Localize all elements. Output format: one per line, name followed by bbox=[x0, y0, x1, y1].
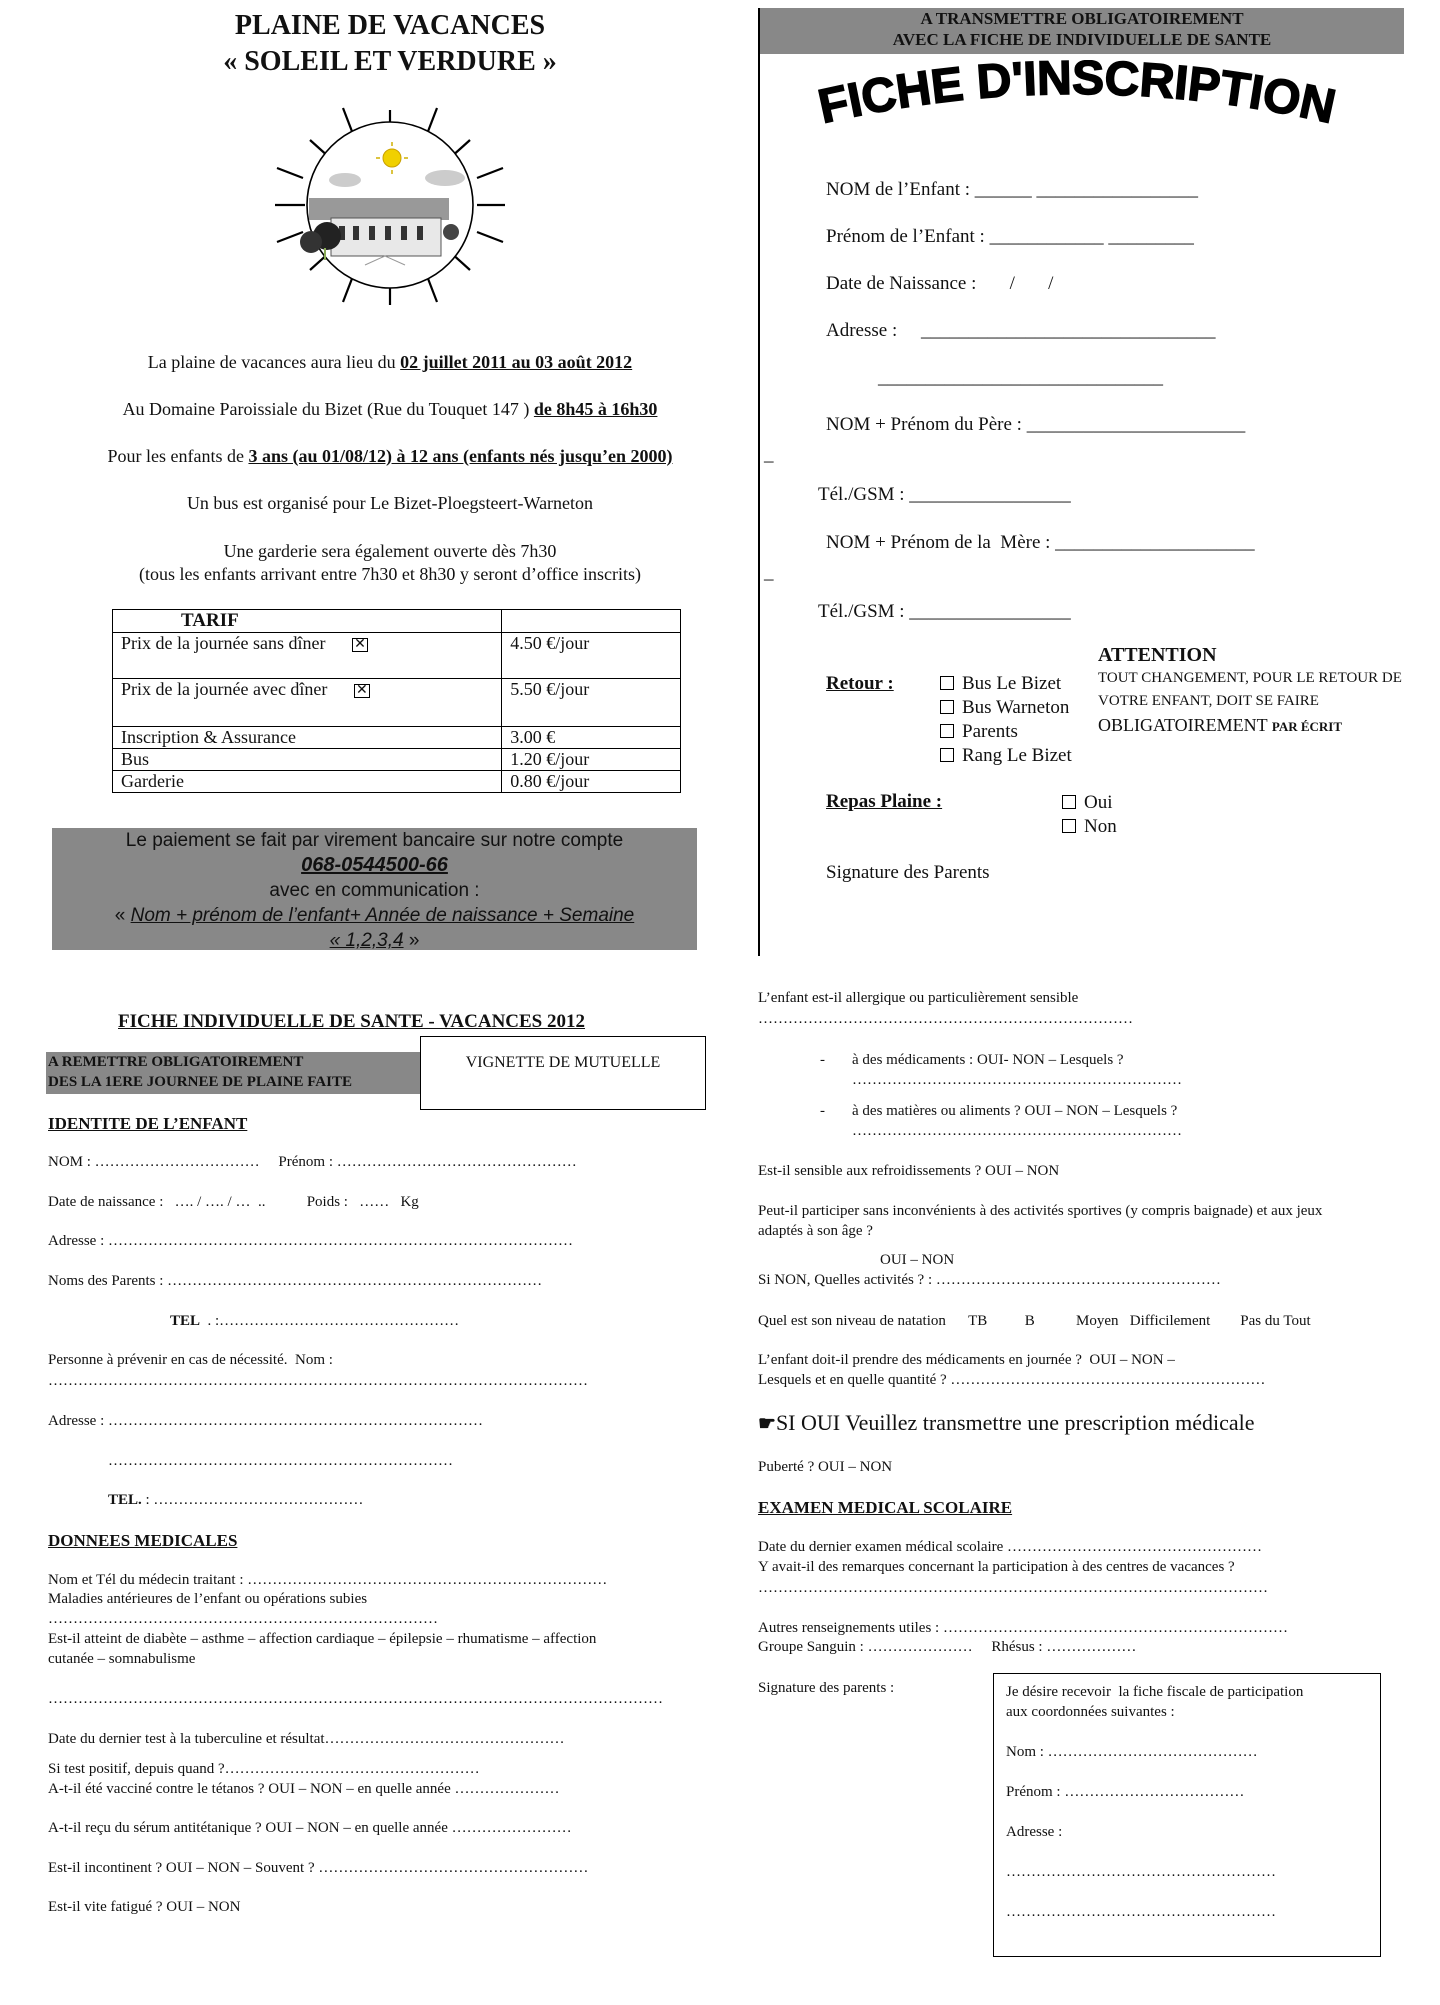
tarif-row-label: Bus bbox=[113, 749, 502, 771]
field-tetanos[interactable]: A-t-il été vacciné contre le tétanos ? OUI – NON – en quelle année ………………… bbox=[48, 1781, 560, 1797]
attention-title: ATTENTION bbox=[1098, 644, 1217, 666]
vignette-label: VIGNETTE DE MUTUELLE bbox=[465, 1054, 661, 1071]
payment-weeks: « 1,2,3,4 bbox=[329, 930, 404, 951]
field-fatigue[interactable]: Est-il vite fatigué ? OUI – NON bbox=[48, 1899, 241, 1915]
tarif-row-value: 1.20 €/jour bbox=[502, 749, 681, 771]
tarif-row bbox=[113, 771, 681, 793]
field-naissance-poids[interactable]: Date de naissance : …. / …. / … .. Poids : …… Kg bbox=[48, 1194, 419, 1210]
repas-option[interactable] bbox=[1062, 791, 1117, 815]
transmit-banner-line-1: A TRANSMETTRE OBLIGATOIREMENT bbox=[920, 9, 1244, 28]
tel-dots: . :………………………………………… bbox=[200, 1313, 460, 1329]
prescription-notice bbox=[758, 1410, 1254, 1436]
field-tel-2[interactable] bbox=[108, 1492, 363, 1509]
dash-mark: _ bbox=[764, 444, 774, 465]
intro-place-prefix: Au Domaine Paroissiale du Bizet (Rue du Touquet 147 ) bbox=[122, 399, 534, 419]
examen-heading: EXAMEN MEDICAL SCOLAIRE bbox=[758, 1498, 1013, 1517]
payment-box bbox=[52, 828, 697, 950]
fiscal-line-1: Je désire recevoir la fiche fiscale de participation bbox=[1006, 1684, 1304, 1700]
intro-ages bbox=[30, 446, 750, 467]
tel2-label: TEL. bbox=[108, 1492, 142, 1508]
retour-option-label: Bus Warneton bbox=[962, 697, 1070, 718]
retour-option[interactable] bbox=[940, 744, 1072, 768]
payment-quote-close: » bbox=[403, 930, 420, 951]
intro-dates-value: 02 juillet 2011 au 03 août 2012 bbox=[400, 352, 633, 372]
tarif-row bbox=[113, 727, 681, 749]
donnees-medicales-heading: DONNEES MEDICALES bbox=[48, 1531, 238, 1550]
transmit-banner-line-2: AVEC LA FICHE DE INDIVIDUELLE DE SANTE bbox=[892, 30, 1272, 49]
field-adresse[interactable]: Adresse : ………………………………………………………………………………… bbox=[48, 1233, 573, 1249]
field-autres[interactable]: Autres renseignements utiles : …………………………………………………………… bbox=[758, 1620, 1288, 1636]
retour-option[interactable] bbox=[940, 696, 1072, 720]
payment-line-5 bbox=[52, 928, 697, 953]
remarques-question: Y avait-il des remarques concernant la participation à des centres de vacances ? bbox=[758, 1559, 1235, 1575]
prescription-text: SI OUI Veuillez transmettre une prescription médicale bbox=[775, 1410, 1255, 1435]
retour-option[interactable] bbox=[940, 720, 1072, 744]
repas-label: Repas Plaine : bbox=[826, 791, 943, 812]
payment-line-1: Le paiement se fait par virement bancaire sur notre compte bbox=[125, 830, 624, 851]
attention-par-ecrit: PAR ÉCRIT bbox=[1271, 719, 1343, 734]
field-nom-enfant[interactable]: NOM de l’Enfant : ______ _________________ bbox=[826, 179, 1199, 200]
intro-garderie-1: Une garderie sera également ouverte dès 7h30 bbox=[223, 541, 557, 561]
health-form-title: FICHE INDIVIDUELLE DE SANTE - VACANCES 2012 bbox=[118, 1011, 586, 1032]
svg-text:FICHE D'INSCRIPTION bbox=[814, 60, 1340, 134]
payment-line-3: avec en communication : bbox=[269, 880, 480, 901]
tarif-row-value: 3.00 € bbox=[502, 727, 681, 749]
field-adresse-2[interactable]: Adresse : ………………………………………………………………… bbox=[48, 1413, 483, 1429]
intro-place bbox=[30, 399, 750, 420]
retour-label: Retour : bbox=[826, 673, 894, 694]
dash-mark: - bbox=[820, 1103, 825, 1119]
remettre-line-2: DES LA 1ERE JOURNEE DE PLAINE FAITE bbox=[48, 1074, 352, 1090]
title-line-2: « SOLEIL ET VERDURE » bbox=[223, 46, 557, 77]
field-lesquels[interactable]: Lesquels et en quelle quantité ? ……………………………………………………… bbox=[758, 1372, 1266, 1388]
field-tuberculine[interactable]: Date du dernier test à la tuberculine et résultat………………………………………… bbox=[48, 1731, 565, 1747]
fiche-inscription-text: FICHE D'INSCRIPTION bbox=[813, 60, 1341, 135]
field-tel[interactable] bbox=[170, 1313, 459, 1330]
payment-line-4 bbox=[52, 903, 697, 928]
fiche-inscription-title bbox=[756, 60, 1396, 150]
identite-heading: IDENTITE DE L’ENFANT bbox=[48, 1114, 248, 1133]
fiscal-field-adresse-1[interactable]: ……………………………………………… bbox=[1006, 1864, 1276, 1880]
checkbox[interactable] bbox=[940, 676, 954, 690]
attention-line-1: TOUT CHANGEMENT, POUR LE RETOUR DE bbox=[1098, 670, 1402, 686]
fiscal-field-nom[interactable]: Nom : …………………………………… bbox=[1006, 1744, 1258, 1760]
field-adresse-2b[interactable]: …………………………………………………………… bbox=[108, 1453, 453, 1469]
checkbox-x-icon: ✕ bbox=[352, 638, 368, 652]
sport-answer: OUI – NON bbox=[880, 1252, 955, 1268]
sun-logo bbox=[265, 100, 515, 310]
intro-garderie-2: (tous les enfants arrivant entre 7h30 et 8h30 y seront d’office inscrits) bbox=[138, 564, 642, 584]
attention-line-3 bbox=[1098, 715, 1342, 736]
tarif-row-value: 5.50 €/jour bbox=[502, 679, 681, 727]
checkbox[interactable] bbox=[1062, 819, 1076, 833]
field-diabete[interactable]: …………………………………………………………………………………………………………… bbox=[48, 1691, 663, 1707]
prevenir-label: Personne à prévenir en cas de nécessité. Nom : bbox=[48, 1352, 333, 1368]
tarif-row-label: Inscription & Assurance bbox=[113, 727, 502, 749]
field-tel-mere[interactable]: Tél./GSM : _________________ bbox=[818, 601, 1071, 622]
field-test-positif[interactable]: Si test positif, depuis quand ?…………………………………………… bbox=[48, 1761, 480, 1777]
retour-option[interactable] bbox=[940, 672, 1072, 696]
field-incontinent[interactable]: Est-il incontinent ? OUI – NON – Souvent ? ……………………………………………… bbox=[48, 1860, 589, 1876]
tarif-header: TARIF bbox=[113, 610, 502, 633]
diabete-question-1: Est-il atteint de diabète – asthme – affection cardiaque – épilepsie – rhumatisme – affection bbox=[48, 1631, 597, 1647]
puberte-question: Puberté ? OUI – NON bbox=[758, 1459, 893, 1475]
field-adresse-line-2[interactable]: ______________________________ bbox=[878, 367, 1163, 388]
diabete-question-2: cutanée – somnabulisme bbox=[48, 1651, 196, 1667]
tel2-dots: : …………………………………… bbox=[141, 1492, 364, 1508]
retour-option-label: Bus Le Bizet bbox=[962, 673, 1062, 694]
repas-option-label: Oui bbox=[1084, 792, 1113, 813]
tarif-row-value: 4.50 €/jour bbox=[502, 633, 681, 679]
field-noms-parents[interactable]: Noms des Parents : ………………………………………………………………… bbox=[48, 1273, 543, 1289]
attention-obligatoirement: OBLIGATOIREMENT bbox=[1098, 715, 1272, 735]
fiscal-box bbox=[993, 1673, 1381, 1957]
field-medicaments[interactable]: ………………………………………………………… bbox=[852, 1072, 1182, 1088]
field-prenom-enfant[interactable]: Prénom de l’Enfant : ____________ _________ bbox=[826, 226, 1194, 247]
fiscal-field-adresse-2[interactable]: ……………………………………………… bbox=[1006, 1904, 1276, 1920]
medicaments-question: à des médicaments : OUI- NON – Lesquels ? bbox=[852, 1052, 1124, 1068]
checkbox[interactable] bbox=[1062, 795, 1076, 809]
field-dernier-examen[interactable]: Date du dernier examen médical scolaire …………………………………………… bbox=[758, 1539, 1263, 1555]
intro-ages-value: 3 ans (au 01/08/12) à 12 ans (enfants nés jusqu’en 2000) bbox=[248, 446, 673, 466]
tarif-row-label: Prix de la journée sans dîner bbox=[121, 633, 326, 653]
tarif-row-label: Garderie bbox=[113, 771, 502, 793]
fiscal-field-adresse: Adresse : bbox=[1006, 1824, 1063, 1840]
repas-option-label: Non bbox=[1084, 816, 1117, 837]
fiscal-line-2: aux coordonnées suivantes : bbox=[1006, 1704, 1175, 1720]
vignette-mutuelle-box bbox=[420, 1036, 706, 1110]
dash-mark: - bbox=[820, 1052, 825, 1068]
dash-mark: _ bbox=[764, 562, 774, 583]
medicaments-journee-question: L’enfant doit-il prendre des médicaments en journée ? OUI – NON – bbox=[758, 1352, 1175, 1368]
field-nom-pere[interactable]: NOM + Prénom du Père : _______________________ bbox=[826, 414, 1246, 435]
repas-option[interactable] bbox=[1062, 815, 1117, 839]
retour-option-label: Parents bbox=[962, 721, 1018, 742]
field-prevenir-nom[interactable]: ……………………………………………………………………………………………… bbox=[48, 1373, 588, 1389]
tarif-table bbox=[112, 609, 681, 793]
field-medecin[interactable]: Nom et Tél du médecin traitant : ……………………………………………………………… bbox=[48, 1572, 608, 1588]
tarif-row bbox=[113, 679, 681, 727]
intro-place-hours: de 8h45 à 16h30 bbox=[533, 399, 658, 419]
field-allergique[interactable]: ………………………………………………………………… bbox=[758, 1011, 1133, 1027]
payment-account: 068-0544500-66 bbox=[301, 854, 448, 876]
signature-parents-label: Signature des parents : bbox=[758, 1680, 895, 1696]
field-activites[interactable]: Si NON, Quelles activités ? : ………………………………………………… bbox=[758, 1272, 1221, 1288]
intro-bus: Un bus est organisé pour Le Bizet-Ploegsteert-Warneton bbox=[186, 493, 594, 513]
field-matieres[interactable]: ………………………………………………………… bbox=[852, 1123, 1182, 1139]
field-nom-mere[interactable]: NOM + Prénom de la Mère : _____________________ bbox=[826, 532, 1255, 553]
field-tel-pere[interactable]: Tél./GSM : _________________ bbox=[818, 484, 1071, 505]
fiscal-field-prenom[interactable]: Prénom : ……………………………… bbox=[1006, 1784, 1245, 1800]
checkbox-x-icon: ✕ bbox=[354, 684, 370, 698]
field-groupe-sanguin[interactable]: Groupe Sanguin : ………………… Rhésus : ……………… bbox=[758, 1639, 1137, 1655]
payment-communication: Nom + prénom de l’enfant+ Année de naissance + Semaine bbox=[130, 905, 635, 926]
refroidissements-question: Est-il sensible aux refroidissements ? OUI – NON bbox=[758, 1163, 1060, 1179]
intro-ages-prefix: Pour les enfants de bbox=[107, 446, 249, 466]
field-serum[interactable]: A-t-il reçu du sérum antitétanique ? OUI – NON – en quelle année …………………… bbox=[48, 1820, 572, 1836]
tarif-row-label: Prix de la journée avec dîner bbox=[121, 679, 328, 699]
tel-label: TEL bbox=[170, 1313, 201, 1329]
intro-dates bbox=[30, 352, 750, 373]
matieres-question: à des matières ou aliments ? OUI – NON – Lesquels ? bbox=[852, 1103, 1178, 1119]
title-line-1: PLAINE DE VACANCES bbox=[234, 10, 546, 41]
field-remarques[interactable]: ………………………………………………………………………………………… bbox=[758, 1580, 1268, 1596]
retour-options bbox=[940, 672, 1072, 768]
retour-option-label: Rang Le Bizet bbox=[962, 745, 1072, 766]
maladies-label: Maladies antérieures de l’enfant ou opérations subies bbox=[48, 1591, 368, 1607]
tarif-row bbox=[113, 633, 681, 679]
remettre-banner bbox=[46, 1052, 420, 1094]
allergique-question: L’enfant est-il allergique ou particulièrement sensible bbox=[758, 990, 1079, 1006]
sport-question-2: adaptés à son âge ? bbox=[758, 1223, 873, 1239]
checkbox[interactable] bbox=[940, 700, 954, 714]
tarif-row bbox=[113, 749, 681, 771]
sport-question-1: Peut-il participer sans inconvénients à des activités sportives (y compris baignade) et aux jeux bbox=[758, 1203, 1323, 1219]
intro-dates-prefix: La plaine de vacances aura lieu du bbox=[147, 352, 401, 372]
natation-question: Quel est son niveau de natation TB B Moyen Difficilement Pas du Tout bbox=[758, 1313, 1311, 1329]
field-nom-prenom[interactable]: NOM : …………………………… Prénom : ………………………………………… bbox=[48, 1154, 577, 1170]
field-maladies[interactable]: …………………………………………………………………… bbox=[48, 1611, 438, 1627]
payment-quote-open: « bbox=[114, 905, 131, 926]
attention-line-2: VOTRE ENFANT, DOIT SE FAIRE bbox=[1098, 693, 1319, 709]
repas-options bbox=[1062, 791, 1117, 839]
remettre-line-1: A REMETTRE OBLIGATOIREMENT bbox=[48, 1054, 304, 1070]
field-adresse[interactable]: Adresse : _______________________________ bbox=[826, 320, 1216, 341]
field-date-naissance[interactable]: Date de Naissance : / / bbox=[826, 273, 1054, 294]
vertical-divider bbox=[758, 8, 760, 956]
tarif-row-value: 0.80 €/jour bbox=[502, 771, 681, 793]
checkbox[interactable] bbox=[940, 724, 954, 738]
hand-pointing-icon: ☛ bbox=[758, 1413, 776, 1435]
checkbox[interactable] bbox=[940, 748, 954, 762]
signature-parents-label: Signature des Parents bbox=[826, 862, 990, 883]
transmit-banner bbox=[760, 8, 1404, 54]
